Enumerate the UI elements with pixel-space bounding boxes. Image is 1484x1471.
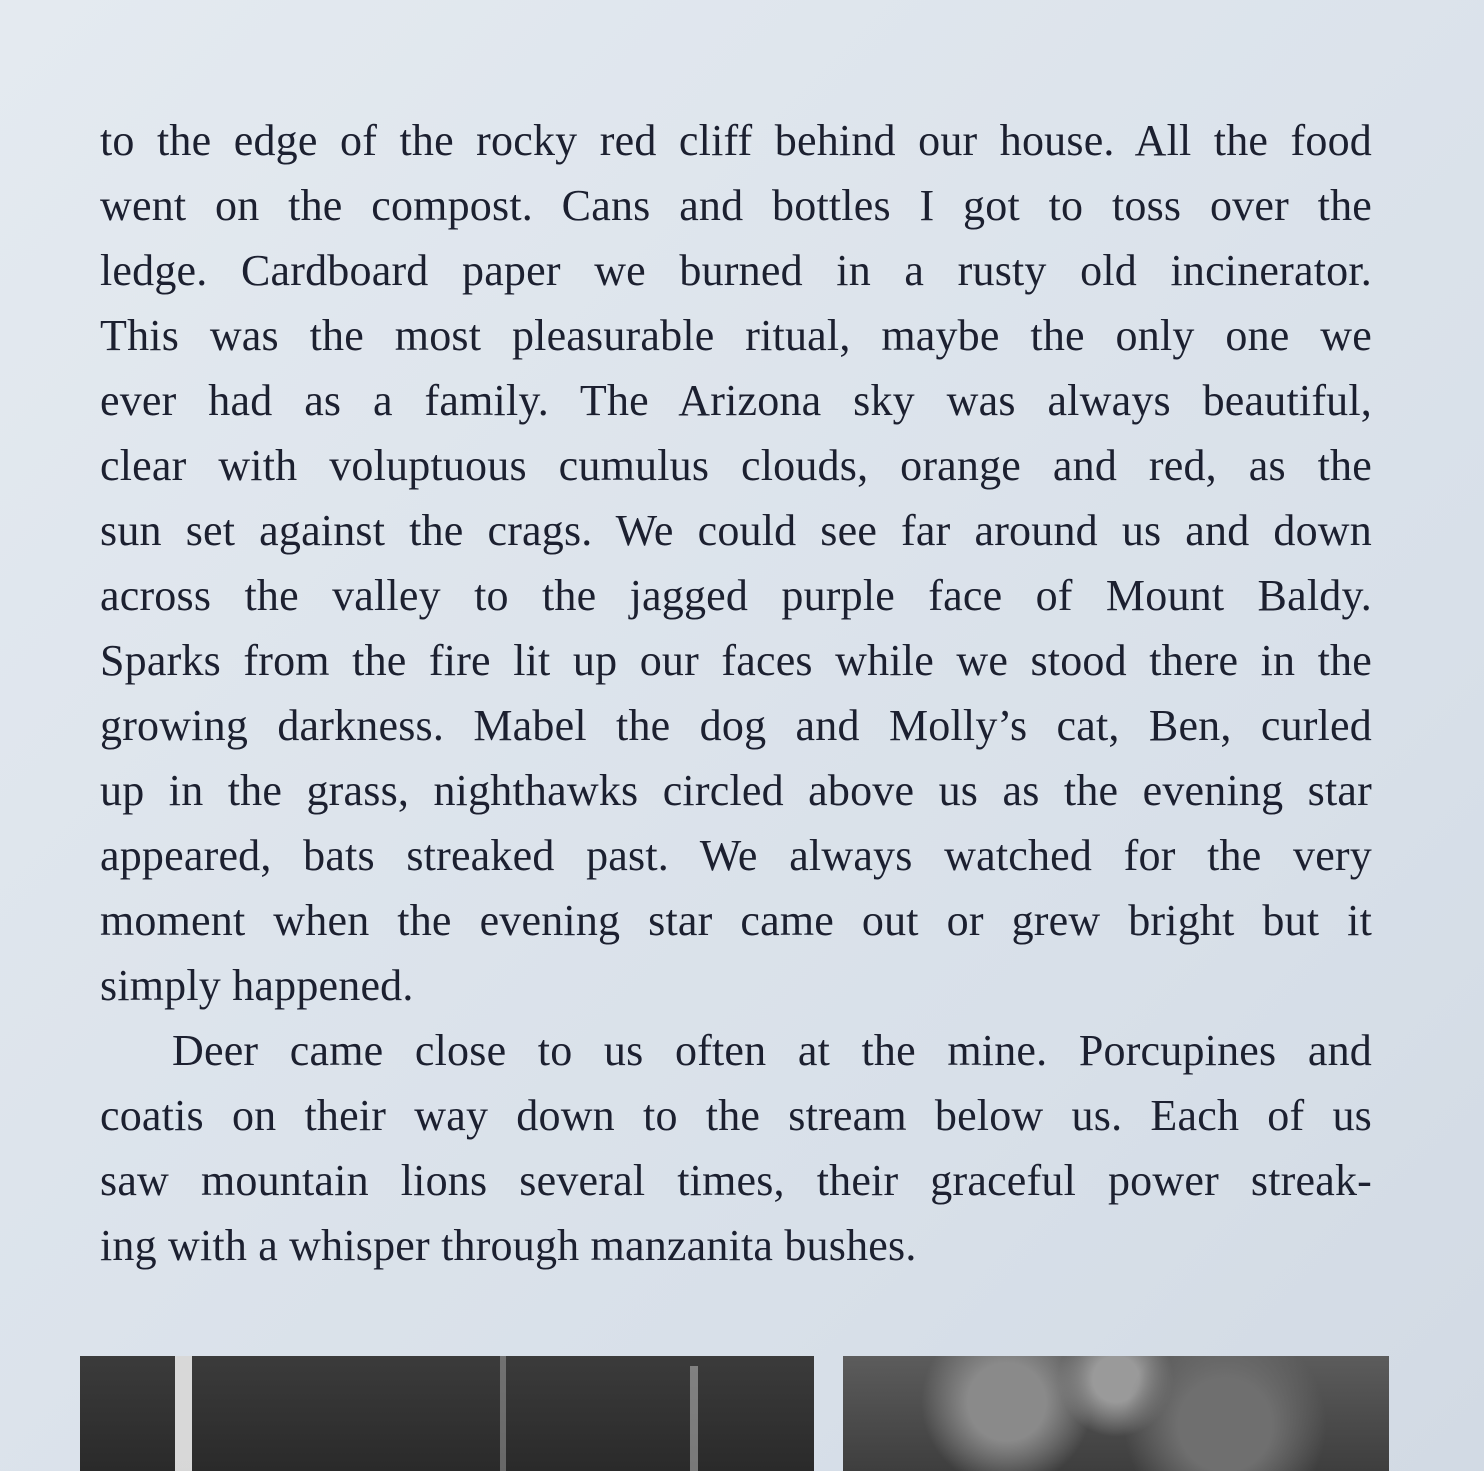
text-line: clear with voluptuous cumulus clouds, orange and red, as the <box>100 441 1372 490</box>
photo-tree-trunk <box>175 1356 192 1471</box>
text-line: appeared, bats streaked past. We always watched for the very <box>100 831 1372 880</box>
text-line: ever had as a family. The Arizona sky was always beautiful, <box>100 376 1372 425</box>
text-line: coatis on their way down to the stream below us. Each of us <box>100 1091 1372 1140</box>
photo-right <box>843 1356 1389 1471</box>
photo-branch <box>690 1366 698 1471</box>
text-line: went on the compost. Cans and bottles I got to toss over the <box>100 181 1372 230</box>
text-line: sun set against the crags. We could see far around us and down <box>100 506 1372 555</box>
text-line: across the valley to the jagged purple face of Mount Baldy. <box>100 571 1372 620</box>
text-line: up in the grass, nighthawks circled above us as the evening star <box>100 766 1372 815</box>
text-line: Sparks from the fire lit up our faces while we stood there in the <box>100 636 1372 685</box>
text-line: ledge. Cardboard paper we burned in a rusty old incinerator. <box>100 246 1372 295</box>
text-line: This was the most pleasurable ritual, maybe the only one we <box>100 311 1372 360</box>
photo-branch <box>500 1356 506 1471</box>
paragraph-1 <box>100 108 1372 1018</box>
text-line: ing with a whisper through manzanita bushes. <box>100 1221 917 1270</box>
text-line: simply happened. <box>100 961 414 1010</box>
body-text <box>100 108 1372 1278</box>
text-line: saw mountain lions several times, their graceful power streak- <box>100 1156 1372 1205</box>
text-line: moment when the evening star came out or grew bright but it <box>100 896 1372 945</box>
photo-left <box>80 1356 814 1471</box>
text-line: Deer came close to us often at the mine. Porcupines and <box>172 1026 1372 1075</box>
text-line: growing darkness. Mabel the dog and Molly’s cat, Ben, curled <box>100 701 1372 750</box>
paragraph-2 <box>100 1018 1372 1278</box>
text-line: to the edge of the rocky red cliff behind our house. All the food <box>100 116 1372 165</box>
